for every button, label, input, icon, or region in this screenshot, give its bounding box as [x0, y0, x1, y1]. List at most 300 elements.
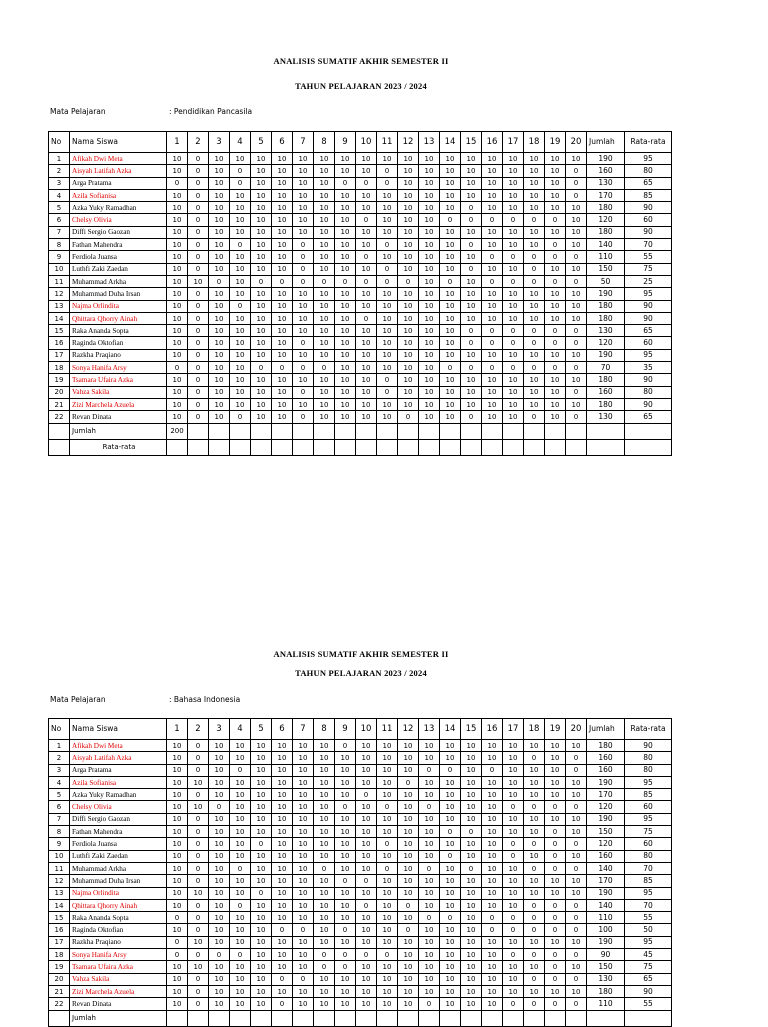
score-cell: 10 — [440, 337, 461, 349]
score-cell: 0 — [545, 961, 566, 973]
score-cell: 0 — [167, 362, 188, 374]
score-cell: 10 — [314, 189, 335, 201]
score-cell: 10 — [398, 386, 419, 398]
score-cell: 0 — [272, 998, 293, 1010]
score-cell: 10 — [503, 374, 524, 386]
score-cell: 10 — [566, 374, 587, 386]
score-cell: 0 — [524, 337, 545, 349]
score-cell: 10 — [167, 998, 188, 1010]
score-cell: 10 — [440, 288, 461, 300]
score-cell: 10 — [377, 924, 398, 936]
score-cell: 0 — [188, 411, 209, 423]
footer-cell — [587, 423, 625, 439]
total-score: 170 — [587, 789, 625, 801]
score-cell: 10 — [335, 998, 356, 1010]
score-cell: 10 — [356, 386, 377, 398]
score-cell: 10 — [167, 789, 188, 801]
total-score: 50 — [587, 275, 625, 287]
score-cell: 0 — [335, 740, 356, 752]
score-cell: 10 — [482, 826, 503, 838]
score-cell: 10 — [314, 312, 335, 324]
score-cell: 10 — [545, 813, 566, 825]
score-cell: 10 — [545, 936, 566, 948]
score-cell: 10 — [230, 263, 251, 275]
row-number: 15 — [49, 325, 70, 337]
score-cell: 10 — [293, 202, 314, 214]
score-cell: 10 — [524, 300, 545, 312]
average-score: 50 — [625, 924, 672, 936]
score-cell: 10 — [314, 789, 335, 801]
score-cell: 0 — [545, 239, 566, 251]
score-cell: 10 — [251, 411, 272, 423]
score-cell: 10 — [566, 813, 587, 825]
average-score: 80 — [625, 386, 672, 398]
total-score: 150 — [587, 263, 625, 275]
score-cell: 10 — [461, 850, 482, 862]
footer-cell — [524, 423, 545, 439]
score-cell: 10 — [524, 936, 545, 948]
header-question: 2 — [188, 719, 209, 740]
score-cell: 0 — [356, 789, 377, 801]
score-cell: 10 — [293, 153, 314, 165]
average-score: 85 — [625, 789, 672, 801]
student-name: Raka Ananda Sopta — [70, 912, 167, 924]
score-cell: 10 — [356, 411, 377, 423]
score-cell: 10 — [524, 312, 545, 324]
footer-cell — [625, 439, 672, 455]
score-cell: 10 — [293, 776, 314, 788]
score-cell: 0 — [293, 275, 314, 287]
score-cell: 10 — [209, 985, 230, 997]
score-cell: 10 — [398, 288, 419, 300]
footer-cell — [251, 423, 272, 439]
score-cell: 10 — [461, 740, 482, 752]
score-cell: 10 — [398, 398, 419, 410]
score-cell: 10 — [461, 776, 482, 788]
table-row — [49, 801, 672, 813]
footer-cell — [440, 439, 461, 455]
score-cell: 10 — [209, 189, 230, 201]
score-cell: 10 — [398, 789, 419, 801]
student-name: Azka Yuky Ramadhan — [70, 789, 167, 801]
score-cell: 0 — [419, 764, 440, 776]
average-score: 85 — [625, 189, 672, 201]
score-cell: 10 — [272, 961, 293, 973]
score-cell: 0 — [524, 899, 545, 911]
score-cell: 10 — [398, 998, 419, 1010]
score-cell: 10 — [251, 875, 272, 887]
header-question: 20 — [566, 719, 587, 740]
score-cell: 0 — [293, 411, 314, 423]
total-score: 110 — [587, 912, 625, 924]
report-year: TAHUN PELAJARAN 2023 / 2024 — [295, 668, 427, 678]
score-cell: 10 — [440, 862, 461, 874]
footer-cell — [314, 423, 335, 439]
score-cell: 10 — [377, 998, 398, 1010]
score-cell: 10 — [335, 411, 356, 423]
score-cell: 10 — [335, 226, 356, 238]
footer-cell — [167, 439, 188, 455]
footer-cell — [566, 423, 587, 439]
score-cell: 10 — [314, 288, 335, 300]
total-score: 190 — [587, 776, 625, 788]
score-cell: 10 — [482, 153, 503, 165]
total-score: 130 — [587, 325, 625, 337]
score-cell: 10 — [440, 263, 461, 275]
score-cell: 10 — [314, 973, 335, 985]
score-cell: 0 — [188, 325, 209, 337]
score-cell: 10 — [419, 337, 440, 349]
score-cell: 0 — [524, 411, 545, 423]
average-score: 60 — [625, 214, 672, 226]
score-cell: 10 — [209, 924, 230, 936]
score-cell: 10 — [377, 740, 398, 752]
score-cell: 10 — [314, 813, 335, 825]
score-cell: 10 — [482, 165, 503, 177]
score-cell: 10 — [209, 177, 230, 189]
score-cell: 0 — [188, 386, 209, 398]
score-cell: 10 — [209, 263, 230, 275]
score-cell: 10 — [272, 337, 293, 349]
table-row — [49, 985, 672, 997]
score-cell: 10 — [209, 961, 230, 973]
score-cell: 10 — [440, 349, 461, 361]
score-cell: 10 — [566, 936, 587, 948]
row-number: 21 — [49, 398, 70, 410]
score-cell: 10 — [524, 740, 545, 752]
score-cell: 10 — [293, 998, 314, 1010]
score-cell: 10 — [167, 312, 188, 324]
score-cell: 10 — [419, 776, 440, 788]
header-question: 4 — [230, 719, 251, 740]
score-cell: 0 — [230, 899, 251, 911]
score-cell: 10 — [524, 789, 545, 801]
student-name: Raginda Oktofian — [70, 924, 167, 936]
student-name: Diffi Sergio Gaozan — [70, 813, 167, 825]
score-cell: 0 — [188, 764, 209, 776]
row-number: 1 — [49, 153, 70, 165]
header-question: 19 — [545, 719, 566, 740]
footer-cell — [356, 439, 377, 455]
score-cell: 10 — [314, 801, 335, 813]
score-cell: 10 — [524, 374, 545, 386]
score-cell: 10 — [545, 312, 566, 324]
score-cell: 10 — [398, 177, 419, 189]
score-cell: 10 — [524, 764, 545, 776]
score-cell: 10 — [482, 936, 503, 948]
header-question: 13 — [419, 719, 440, 740]
student-name: Ferdiola Juansa — [70, 838, 167, 850]
footer-cell — [377, 439, 398, 455]
score-cell: 10 — [209, 312, 230, 324]
student-name: Azka Yuky Ramadhan — [70, 202, 167, 214]
score-cell: 10 — [461, 374, 482, 386]
score-cell: 10 — [314, 398, 335, 410]
score-cell: 10 — [503, 862, 524, 874]
table-row — [49, 398, 672, 410]
report-year: TAHUN PELAJARAN 2023 / 2024 — [295, 81, 427, 91]
score-cell: 10 — [272, 875, 293, 887]
score-cell: 10 — [167, 398, 188, 410]
score-cell: 10 — [335, 189, 356, 201]
score-cell: 10 — [335, 862, 356, 874]
score-cell: 10 — [398, 887, 419, 899]
student-name: Razkha Praqiano — [70, 349, 167, 361]
score-cell: 10 — [461, 961, 482, 973]
score-cell: 0 — [335, 801, 356, 813]
score-cell: 0 — [356, 275, 377, 287]
student-name: Chelsy Olivia — [70, 214, 167, 226]
score-cell: 10 — [356, 325, 377, 337]
score-cell: 10 — [293, 349, 314, 361]
average-score: 95 — [625, 813, 672, 825]
score-cell: 10 — [167, 386, 188, 398]
header-question: 9 — [335, 132, 356, 153]
score-cell: 10 — [230, 789, 251, 801]
score-cell: 10 — [440, 776, 461, 788]
footer-cell — [440, 423, 461, 439]
header-question: 7 — [293, 719, 314, 740]
score-cell: 10 — [272, 263, 293, 275]
score-cell: 10 — [482, 374, 503, 386]
score-cell: 10 — [440, 936, 461, 948]
score-cell: 10 — [461, 838, 482, 850]
subject-value: : Pendidikan Pancasila — [169, 107, 253, 116]
score-cell: 10 — [167, 263, 188, 275]
score-cell: 0 — [545, 251, 566, 263]
header-total: Jumlah — [587, 132, 625, 153]
score-cell: 10 — [272, 386, 293, 398]
score-cell: 10 — [419, 752, 440, 764]
score-cell: 0 — [293, 973, 314, 985]
score-cell: 10 — [419, 251, 440, 263]
score-cell: 10 — [398, 349, 419, 361]
score-cell: 10 — [377, 875, 398, 887]
score-cell: 10 — [209, 752, 230, 764]
table-row — [49, 337, 672, 349]
score-cell: 10 — [272, 912, 293, 924]
score-cell: 10 — [461, 189, 482, 201]
score-cell: 10 — [377, 826, 398, 838]
score-cell: 10 — [251, 936, 272, 948]
score-cell: 10 — [230, 850, 251, 862]
score-cell: 0 — [230, 177, 251, 189]
score-cell: 10 — [524, 826, 545, 838]
footer-total-row — [49, 423, 672, 439]
score-cell: 10 — [398, 312, 419, 324]
score-cell: 10 — [461, 153, 482, 165]
score-cell: 0 — [524, 214, 545, 226]
score-cell: 10 — [440, 740, 461, 752]
score-cell: 10 — [209, 226, 230, 238]
score-cell: 10 — [314, 214, 335, 226]
score-cell: 10 — [419, 936, 440, 948]
score-cell: 10 — [440, 165, 461, 177]
score-cell: 0 — [419, 862, 440, 874]
score-cell: 10 — [503, 300, 524, 312]
score-cell: 10 — [377, 752, 398, 764]
score-cell: 10 — [503, 887, 524, 899]
table-row — [49, 826, 672, 838]
score-cell: 10 — [440, 801, 461, 813]
score-cell: 10 — [251, 189, 272, 201]
score-cell: 10 — [524, 985, 545, 997]
score-cell: 0 — [545, 337, 566, 349]
score-cell: 10 — [482, 398, 503, 410]
score-cell: 0 — [377, 838, 398, 850]
score-cell: 10 — [356, 862, 377, 874]
score-cell: 10 — [251, 263, 272, 275]
total-score: 70 — [587, 362, 625, 374]
row-number: 9 — [49, 838, 70, 850]
score-cell: 10 — [545, 875, 566, 887]
row-number: 21 — [49, 985, 70, 997]
average-score: 65 — [625, 973, 672, 985]
score-cell: 10 — [167, 899, 188, 911]
score-cell: 10 — [377, 985, 398, 997]
score-cell: 10 — [272, 764, 293, 776]
score-cell: 10 — [377, 300, 398, 312]
score-cell: 10 — [398, 850, 419, 862]
score-cell: 0 — [293, 251, 314, 263]
row-number: 10 — [49, 263, 70, 275]
score-cell: 0 — [524, 838, 545, 850]
score-cell: 10 — [419, 349, 440, 361]
score-cell: 10 — [356, 764, 377, 776]
footer-cell — [188, 423, 209, 439]
score-cell: 10 — [419, 398, 440, 410]
score-cell: 10 — [356, 337, 377, 349]
student-name: Fathan Mahendra — [70, 826, 167, 838]
score-cell: 10 — [482, 899, 503, 911]
table-row — [49, 349, 672, 361]
score-cell: 10 — [419, 374, 440, 386]
score-cell: 0 — [566, 899, 587, 911]
score-cell: 10 — [335, 985, 356, 997]
table-row — [49, 226, 672, 238]
score-cell: 0 — [503, 912, 524, 924]
student-name: Muhammad Arkha — [70, 275, 167, 287]
score-cell: 10 — [482, 411, 503, 423]
score-cell: 10 — [209, 899, 230, 911]
row-number: 4 — [49, 776, 70, 788]
score-cell: 10 — [356, 362, 377, 374]
score-cell: 0 — [461, 263, 482, 275]
score-cell: 0 — [545, 850, 566, 862]
score-cell: 10 — [188, 936, 209, 948]
score-cell: 10 — [251, 862, 272, 874]
score-cell: 0 — [566, 411, 587, 423]
row-number: 8 — [49, 826, 70, 838]
score-cell: 10 — [503, 985, 524, 997]
score-cell: 10 — [209, 912, 230, 924]
score-cell: 10 — [209, 973, 230, 985]
score-cell: 10 — [356, 813, 377, 825]
student-name: Revan Dinata — [70, 998, 167, 1010]
row-number: 19 — [49, 961, 70, 973]
table-row — [49, 177, 672, 189]
score-cell: 0 — [524, 275, 545, 287]
score-cell: 10 — [440, 177, 461, 189]
score-cell: 0 — [251, 838, 272, 850]
score-cell: 10 — [209, 325, 230, 337]
score-cell: 10 — [167, 251, 188, 263]
score-cell: 0 — [440, 826, 461, 838]
score-cell: 10 — [566, 826, 587, 838]
score-cell: 10 — [419, 202, 440, 214]
row-number: 2 — [49, 752, 70, 764]
score-cell: 10 — [356, 887, 377, 899]
score-cell: 10 — [377, 325, 398, 337]
score-cell: 10 — [482, 312, 503, 324]
score-cell: 10 — [230, 349, 251, 361]
score-cell: 0 — [545, 899, 566, 911]
score-cell: 0 — [188, 899, 209, 911]
total-score: 190 — [587, 349, 625, 361]
score-cell: 0 — [503, 362, 524, 374]
score-cell: 10 — [461, 398, 482, 410]
header-name: Nama Siswa — [70, 719, 167, 740]
total-score: 180 — [587, 374, 625, 386]
score-cell: 0 — [272, 924, 293, 936]
score-cell: 10 — [314, 349, 335, 361]
score-cell: 10 — [461, 949, 482, 961]
score-cell: 10 — [251, 214, 272, 226]
score-cell: 10 — [482, 998, 503, 1010]
score-cell: 10 — [356, 961, 377, 973]
footer-average-label: Rata-rata — [70, 439, 167, 455]
score-cell: 0 — [188, 740, 209, 752]
student-name: Zizi Marchela Azuela — [70, 985, 167, 997]
score-cell: 10 — [293, 912, 314, 924]
score-cell: 0 — [314, 961, 335, 973]
score-cell: 10 — [167, 776, 188, 788]
score-cell: 0 — [293, 263, 314, 275]
subject-label: Mata Pelajaran — [50, 107, 106, 116]
header-question: 1 — [167, 132, 188, 153]
score-cell: 10 — [461, 251, 482, 263]
score-cell: 10 — [524, 349, 545, 361]
score-cell: 0 — [335, 177, 356, 189]
score-cell: 10 — [377, 398, 398, 410]
score-cell: 0 — [188, 752, 209, 764]
table-row — [49, 789, 672, 801]
score-cell: 10 — [440, 398, 461, 410]
score-cell: 10 — [251, 752, 272, 764]
score-cell: 0 — [314, 275, 335, 287]
score-cell: 10 — [482, 263, 503, 275]
score-cell: 10 — [209, 998, 230, 1010]
student-name: Qhittara Qhorry Ainah — [70, 899, 167, 911]
total-score: 130 — [587, 177, 625, 189]
score-cell: 10 — [545, 985, 566, 997]
score-cell: 10 — [314, 826, 335, 838]
student-name: Raginda Oktofian — [70, 337, 167, 349]
table-row — [49, 362, 672, 374]
score-cell: 10 — [440, 202, 461, 214]
score-cell: 10 — [314, 165, 335, 177]
score-cell: 10 — [230, 973, 251, 985]
score-cell: 10 — [440, 153, 461, 165]
score-cell: 10 — [209, 875, 230, 887]
score-cell: 0 — [461, 337, 482, 349]
table-row — [49, 374, 672, 386]
score-cell: 10 — [398, 263, 419, 275]
score-cell: 10 — [440, 189, 461, 201]
score-cell: 10 — [461, 998, 482, 1010]
footer-blank — [49, 423, 70, 439]
average-score: 95 — [625, 887, 672, 899]
